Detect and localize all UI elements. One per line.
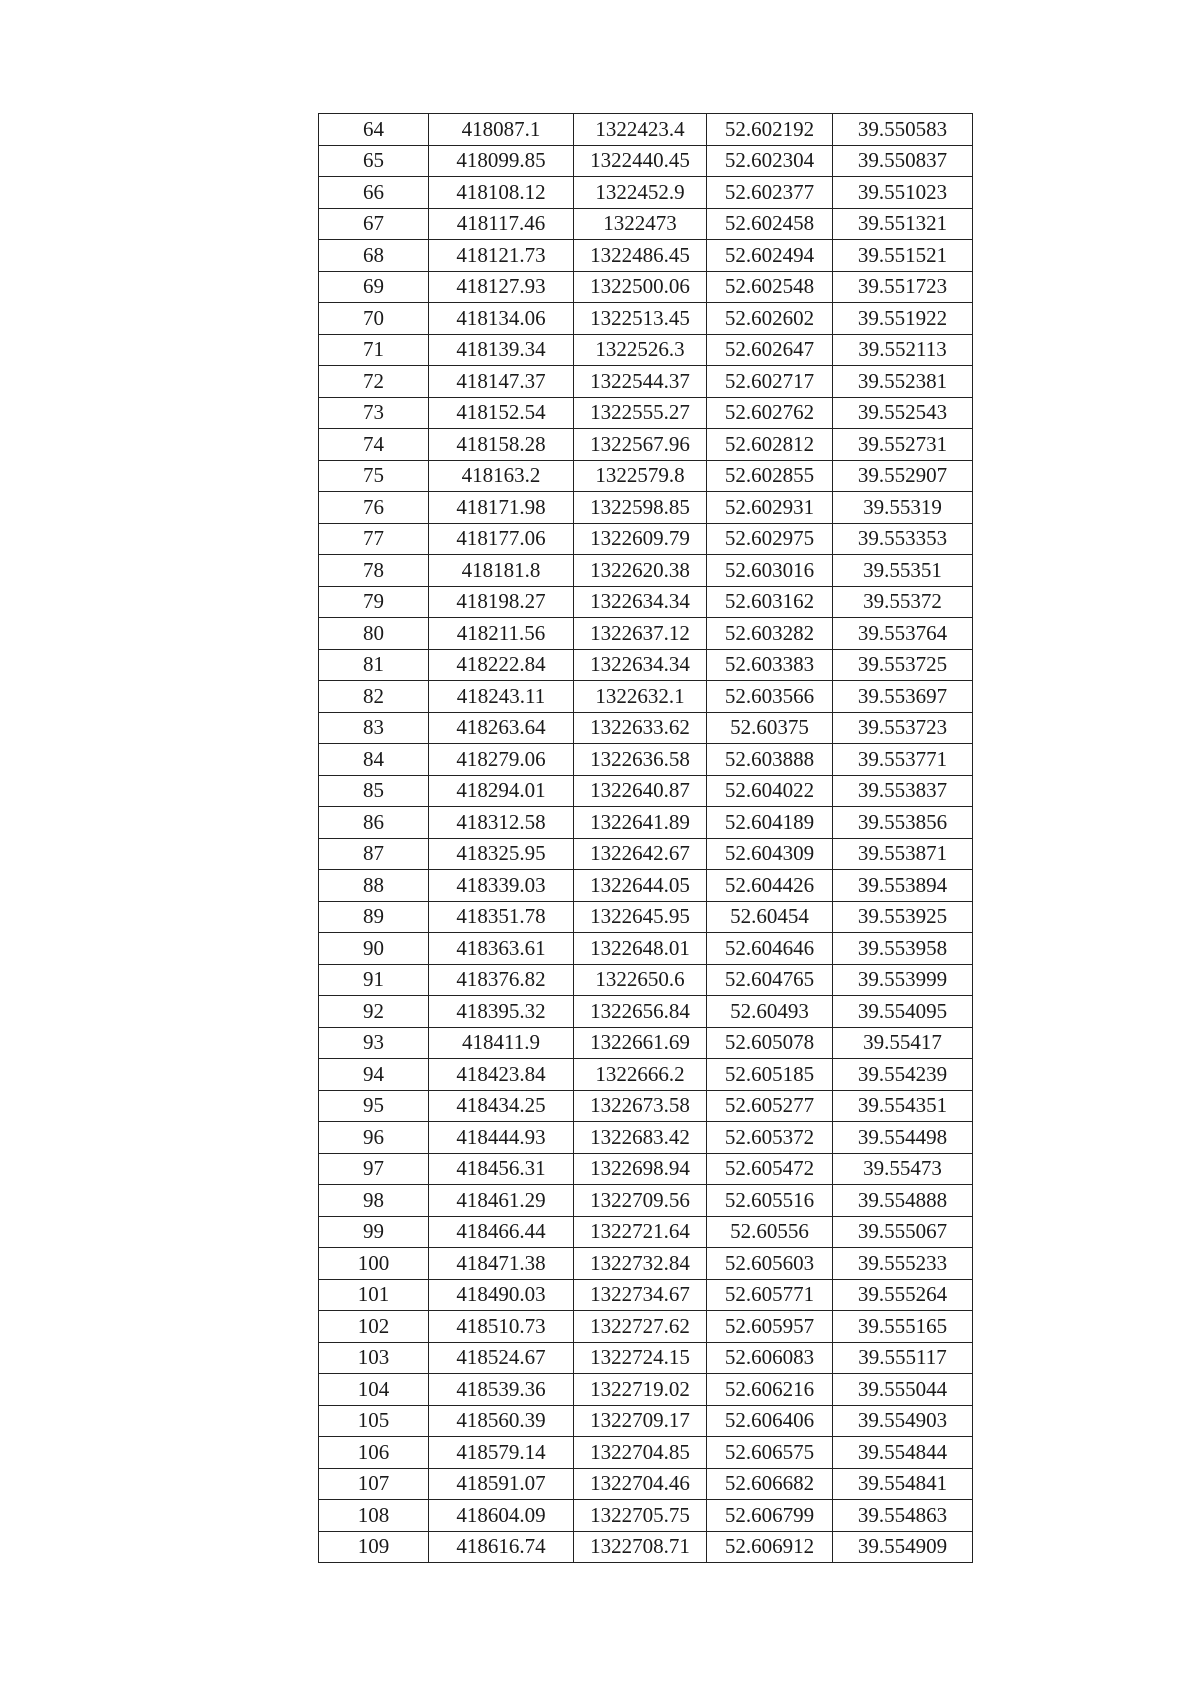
- longitude-cell: 39.55417: [833, 1027, 973, 1059]
- longitude-cell: 39.555067: [833, 1216, 973, 1248]
- point-number-cell: 89: [319, 901, 429, 933]
- x-coordinate-cell: 418134.06: [429, 303, 574, 335]
- table-row: [319, 649, 973, 681]
- y-coordinate-cell: 1322732.84: [574, 1248, 707, 1280]
- x-coordinate-cell: 418524.67: [429, 1342, 574, 1374]
- y-coordinate-cell: 1322648.01: [574, 933, 707, 965]
- point-number-cell: 108: [319, 1500, 429, 1532]
- x-coordinate-cell: 418211.56: [429, 618, 574, 650]
- y-coordinate-cell: 1322656.84: [574, 996, 707, 1028]
- y-coordinate-cell: 1322634.34: [574, 586, 707, 618]
- latitude-cell: 52.605603: [707, 1248, 833, 1280]
- point-number-cell: 96: [319, 1122, 429, 1154]
- latitude-cell: 52.605771: [707, 1279, 833, 1311]
- table-row: [319, 240, 973, 272]
- latitude-cell: 52.606083: [707, 1342, 833, 1374]
- longitude-cell: 39.552731: [833, 429, 973, 461]
- latitude-cell: 52.606799: [707, 1500, 833, 1532]
- longitude-cell: 39.553856: [833, 807, 973, 839]
- longitude-cell: 39.553353: [833, 523, 973, 555]
- x-coordinate-cell: 418510.73: [429, 1311, 574, 1343]
- longitude-cell: 39.555233: [833, 1248, 973, 1280]
- table-row: [319, 1216, 973, 1248]
- longitude-cell: 39.553894: [833, 870, 973, 902]
- table-row: [319, 208, 973, 240]
- latitude-cell: 52.604646: [707, 933, 833, 965]
- x-coordinate-cell: 418279.06: [429, 744, 574, 776]
- latitude-cell: 52.605185: [707, 1059, 833, 1091]
- latitude-cell: 52.602192: [707, 114, 833, 146]
- longitude-cell: 39.553725: [833, 649, 973, 681]
- y-coordinate-cell: 1322734.67: [574, 1279, 707, 1311]
- longitude-cell: 39.551023: [833, 177, 973, 209]
- point-number-cell: 98: [319, 1185, 429, 1217]
- table-row: [319, 933, 973, 965]
- table-row: [319, 366, 973, 398]
- table-row: [319, 429, 973, 461]
- x-coordinate-cell: 418456.31: [429, 1153, 574, 1185]
- latitude-cell: 52.605277: [707, 1090, 833, 1122]
- y-coordinate-cell: 1322673.58: [574, 1090, 707, 1122]
- latitude-cell: 52.602931: [707, 492, 833, 524]
- point-number-cell: 95: [319, 1090, 429, 1122]
- longitude-cell: 39.55473: [833, 1153, 973, 1185]
- latitude-cell: 52.605957: [707, 1311, 833, 1343]
- y-coordinate-cell: 1322513.45: [574, 303, 707, 335]
- latitude-cell: 52.605472: [707, 1153, 833, 1185]
- point-number-cell: 82: [319, 681, 429, 713]
- x-coordinate-cell: 418395.32: [429, 996, 574, 1028]
- y-coordinate-cell: 1322641.89: [574, 807, 707, 839]
- latitude-cell: 52.602647: [707, 334, 833, 366]
- table-row: [319, 1059, 973, 1091]
- y-coordinate-cell: 1322705.75: [574, 1500, 707, 1532]
- y-coordinate-cell: 1322609.79: [574, 523, 707, 555]
- latitude-cell: 52.602975: [707, 523, 833, 555]
- longitude-cell: 39.553925: [833, 901, 973, 933]
- point-number-cell: 66: [319, 177, 429, 209]
- y-coordinate-cell: 1322644.05: [574, 870, 707, 902]
- latitude-cell: 52.606682: [707, 1468, 833, 1500]
- y-coordinate-cell: 1322683.42: [574, 1122, 707, 1154]
- y-coordinate-cell: 1322555.27: [574, 397, 707, 429]
- latitude-cell: 52.602458: [707, 208, 833, 240]
- latitude-cell: 52.606216: [707, 1374, 833, 1406]
- latitude-cell: 52.602717: [707, 366, 833, 398]
- latitude-cell: 52.603383: [707, 649, 833, 681]
- x-coordinate-cell: 418351.78: [429, 901, 574, 933]
- latitude-cell: 52.602602: [707, 303, 833, 335]
- longitude-cell: 39.553697: [833, 681, 973, 713]
- latitude-cell: 52.603016: [707, 555, 833, 587]
- x-coordinate-cell: 418411.9: [429, 1027, 574, 1059]
- y-coordinate-cell: 1322698.94: [574, 1153, 707, 1185]
- y-coordinate-cell: 1322636.58: [574, 744, 707, 776]
- point-number-cell: 104: [319, 1374, 429, 1406]
- table-row: [319, 1185, 973, 1217]
- x-coordinate-cell: 418243.11: [429, 681, 574, 713]
- table-row: [319, 586, 973, 618]
- table-row: [319, 1405, 973, 1437]
- y-coordinate-cell: 1322709.56: [574, 1185, 707, 1217]
- x-coordinate-cell: 418604.09: [429, 1500, 574, 1532]
- latitude-cell: 52.603282: [707, 618, 833, 650]
- point-number-cell: 67: [319, 208, 429, 240]
- point-number-cell: 85: [319, 775, 429, 807]
- point-number-cell: 73: [319, 397, 429, 429]
- y-coordinate-cell: 1322526.3: [574, 334, 707, 366]
- x-coordinate-cell: 418539.36: [429, 1374, 574, 1406]
- x-coordinate-cell: 418147.37: [429, 366, 574, 398]
- x-coordinate-cell: 418087.1: [429, 114, 574, 146]
- longitude-cell: 39.554498: [833, 1122, 973, 1154]
- longitude-cell: 39.554095: [833, 996, 973, 1028]
- longitude-cell: 39.550583: [833, 114, 973, 146]
- longitude-cell: 39.551321: [833, 208, 973, 240]
- latitude-cell: 52.603888: [707, 744, 833, 776]
- longitude-cell: 39.554863: [833, 1500, 973, 1532]
- point-number-cell: 90: [319, 933, 429, 965]
- table-row: [319, 1531, 973, 1563]
- y-coordinate-cell: 1322709.17: [574, 1405, 707, 1437]
- table-row: [319, 1248, 973, 1280]
- x-coordinate-cell: 418444.93: [429, 1122, 574, 1154]
- table-row: [319, 1468, 973, 1500]
- x-coordinate-cell: 418263.64: [429, 712, 574, 744]
- longitude-cell: 39.554239: [833, 1059, 973, 1091]
- longitude-cell: 39.552113: [833, 334, 973, 366]
- point-number-cell: 72: [319, 366, 429, 398]
- y-coordinate-cell: 1322423.4: [574, 114, 707, 146]
- point-number-cell: 64: [319, 114, 429, 146]
- x-coordinate-cell: 418490.03: [429, 1279, 574, 1311]
- latitude-cell: 52.604022: [707, 775, 833, 807]
- point-number-cell: 86: [319, 807, 429, 839]
- table-row: [319, 681, 973, 713]
- x-coordinate-cell: 418294.01: [429, 775, 574, 807]
- y-coordinate-cell: 1322637.12: [574, 618, 707, 650]
- longitude-cell: 39.55351: [833, 555, 973, 587]
- x-coordinate-cell: 418171.98: [429, 492, 574, 524]
- y-coordinate-cell: 1322719.02: [574, 1374, 707, 1406]
- x-coordinate-cell: 418222.84: [429, 649, 574, 681]
- longitude-cell: 39.553837: [833, 775, 973, 807]
- y-coordinate-cell: 1322544.37: [574, 366, 707, 398]
- table-row: [319, 870, 973, 902]
- x-coordinate-cell: 418139.34: [429, 334, 574, 366]
- latitude-cell: 52.603566: [707, 681, 833, 713]
- table-row: [319, 177, 973, 209]
- latitude-cell: 52.60556: [707, 1216, 833, 1248]
- point-number-cell: 102: [319, 1311, 429, 1343]
- x-coordinate-cell: 418591.07: [429, 1468, 574, 1500]
- x-coordinate-cell: 418363.61: [429, 933, 574, 965]
- latitude-cell: 52.602377: [707, 177, 833, 209]
- y-coordinate-cell: 1322500.06: [574, 271, 707, 303]
- point-number-cell: 101: [319, 1279, 429, 1311]
- point-number-cell: 80: [319, 618, 429, 650]
- coordinate-table-body: [319, 114, 973, 1563]
- longitude-cell: 39.553723: [833, 712, 973, 744]
- latitude-cell: 52.602304: [707, 145, 833, 177]
- table-row: [319, 1090, 973, 1122]
- latitude-cell: 52.603162: [707, 586, 833, 618]
- point-number-cell: 81: [319, 649, 429, 681]
- point-number-cell: 78: [319, 555, 429, 587]
- latitude-cell: 52.604765: [707, 964, 833, 996]
- longitude-cell: 39.553999: [833, 964, 973, 996]
- table-row: [319, 996, 973, 1028]
- point-number-cell: 74: [319, 429, 429, 461]
- point-number-cell: 87: [319, 838, 429, 870]
- table-row: [319, 1342, 973, 1374]
- x-coordinate-cell: 418117.46: [429, 208, 574, 240]
- x-coordinate-cell: 418423.84: [429, 1059, 574, 1091]
- longitude-cell: 39.554844: [833, 1437, 973, 1469]
- point-number-cell: 68: [319, 240, 429, 272]
- longitude-cell: 39.55319: [833, 492, 973, 524]
- point-number-cell: 70: [319, 303, 429, 335]
- latitude-cell: 52.602548: [707, 271, 833, 303]
- table-row: [319, 1437, 973, 1469]
- longitude-cell: 39.553771: [833, 744, 973, 776]
- x-coordinate-cell: 418127.93: [429, 271, 574, 303]
- point-number-cell: 69: [319, 271, 429, 303]
- x-coordinate-cell: 418163.2: [429, 460, 574, 492]
- point-number-cell: 77: [319, 523, 429, 555]
- point-number-cell: 65: [319, 145, 429, 177]
- latitude-cell: 52.60493: [707, 996, 833, 1028]
- longitude-cell: 39.555264: [833, 1279, 973, 1311]
- point-number-cell: 103: [319, 1342, 429, 1374]
- table-row: [319, 303, 973, 335]
- y-coordinate-cell: 1322661.69: [574, 1027, 707, 1059]
- point-number-cell: 105: [319, 1405, 429, 1437]
- y-coordinate-cell: 1322666.2: [574, 1059, 707, 1091]
- y-coordinate-cell: 1322567.96: [574, 429, 707, 461]
- x-coordinate-cell: 418312.58: [429, 807, 574, 839]
- longitude-cell: 39.555165: [833, 1311, 973, 1343]
- latitude-cell: 52.605078: [707, 1027, 833, 1059]
- y-coordinate-cell: 1322704.46: [574, 1468, 707, 1500]
- x-coordinate-cell: 418177.06: [429, 523, 574, 555]
- coordinate-table: [318, 113, 973, 1563]
- longitude-cell: 39.555044: [833, 1374, 973, 1406]
- longitude-cell: 39.554909: [833, 1531, 973, 1563]
- table-row: [319, 145, 973, 177]
- latitude-cell: 52.605372: [707, 1122, 833, 1154]
- point-number-cell: 100: [319, 1248, 429, 1280]
- table-row: [319, 618, 973, 650]
- table-row: [319, 271, 973, 303]
- point-number-cell: 99: [319, 1216, 429, 1248]
- longitude-cell: 39.552543: [833, 397, 973, 429]
- latitude-cell: 52.605516: [707, 1185, 833, 1217]
- x-coordinate-cell: 418152.54: [429, 397, 574, 429]
- point-number-cell: 91: [319, 964, 429, 996]
- table-row: [319, 901, 973, 933]
- x-coordinate-cell: 418108.12: [429, 177, 574, 209]
- point-number-cell: 71: [319, 334, 429, 366]
- x-coordinate-cell: 418121.73: [429, 240, 574, 272]
- latitude-cell: 52.602494: [707, 240, 833, 272]
- y-coordinate-cell: 1322440.45: [574, 145, 707, 177]
- point-number-cell: 106: [319, 1437, 429, 1469]
- table-row: [319, 712, 973, 744]
- table-row: [319, 1153, 973, 1185]
- table-row: [319, 1122, 973, 1154]
- latitude-cell: 52.606575: [707, 1437, 833, 1469]
- longitude-cell: 39.552907: [833, 460, 973, 492]
- x-coordinate-cell: 418616.74: [429, 1531, 574, 1563]
- table-row: [319, 964, 973, 996]
- table-row: [319, 1279, 973, 1311]
- y-coordinate-cell: 1322650.6: [574, 964, 707, 996]
- y-coordinate-cell: 1322486.45: [574, 240, 707, 272]
- point-number-cell: 97: [319, 1153, 429, 1185]
- table-row: [319, 838, 973, 870]
- x-coordinate-cell: 418434.25: [429, 1090, 574, 1122]
- longitude-cell: 39.551922: [833, 303, 973, 335]
- y-coordinate-cell: 1322473: [574, 208, 707, 240]
- y-coordinate-cell: 1322724.15: [574, 1342, 707, 1374]
- x-coordinate-cell: 418181.8: [429, 555, 574, 587]
- x-coordinate-cell: 418339.03: [429, 870, 574, 902]
- x-coordinate-cell: 418198.27: [429, 586, 574, 618]
- longitude-cell: 39.555117: [833, 1342, 973, 1374]
- y-coordinate-cell: 1322642.67: [574, 838, 707, 870]
- latitude-cell: 52.602855: [707, 460, 833, 492]
- y-coordinate-cell: 1322579.8: [574, 460, 707, 492]
- y-coordinate-cell: 1322727.62: [574, 1311, 707, 1343]
- point-number-cell: 109: [319, 1531, 429, 1563]
- table-row: [319, 334, 973, 366]
- table-row: [319, 1500, 973, 1532]
- y-coordinate-cell: 1322721.64: [574, 1216, 707, 1248]
- longitude-cell: 39.55372: [833, 586, 973, 618]
- latitude-cell: 52.60454: [707, 901, 833, 933]
- longitude-cell: 39.551521: [833, 240, 973, 272]
- x-coordinate-cell: 418099.85: [429, 145, 574, 177]
- y-coordinate-cell: 1322620.38: [574, 555, 707, 587]
- latitude-cell: 52.602762: [707, 397, 833, 429]
- y-coordinate-cell: 1322633.62: [574, 712, 707, 744]
- latitude-cell: 52.606406: [707, 1405, 833, 1437]
- y-coordinate-cell: 1322704.85: [574, 1437, 707, 1469]
- point-number-cell: 84: [319, 744, 429, 776]
- x-coordinate-cell: 418471.38: [429, 1248, 574, 1280]
- latitude-cell: 52.604309: [707, 838, 833, 870]
- point-number-cell: 88: [319, 870, 429, 902]
- x-coordinate-cell: 418158.28: [429, 429, 574, 461]
- point-number-cell: 93: [319, 1027, 429, 1059]
- y-coordinate-cell: 1322598.85: [574, 492, 707, 524]
- longitude-cell: 39.554888: [833, 1185, 973, 1217]
- table-row: [319, 744, 973, 776]
- y-coordinate-cell: 1322634.34: [574, 649, 707, 681]
- y-coordinate-cell: 1322452.9: [574, 177, 707, 209]
- longitude-cell: 39.553871: [833, 838, 973, 870]
- table-row: [319, 523, 973, 555]
- table-row: [319, 775, 973, 807]
- y-coordinate-cell: 1322632.1: [574, 681, 707, 713]
- longitude-cell: 39.553958: [833, 933, 973, 965]
- table-row: [319, 397, 973, 429]
- table-row: [319, 1374, 973, 1406]
- latitude-cell: 52.604189: [707, 807, 833, 839]
- x-coordinate-cell: 418325.95: [429, 838, 574, 870]
- y-coordinate-cell: 1322645.95: [574, 901, 707, 933]
- y-coordinate-cell: 1322640.87: [574, 775, 707, 807]
- point-number-cell: 76: [319, 492, 429, 524]
- latitude-cell: 52.604426: [707, 870, 833, 902]
- table-row: [319, 1311, 973, 1343]
- longitude-cell: 39.550837: [833, 145, 973, 177]
- latitude-cell: 52.60375: [707, 712, 833, 744]
- point-number-cell: 94: [319, 1059, 429, 1091]
- table-row: [319, 460, 973, 492]
- point-number-cell: 83: [319, 712, 429, 744]
- longitude-cell: 39.554351: [833, 1090, 973, 1122]
- point-number-cell: 92: [319, 996, 429, 1028]
- longitude-cell: 39.554841: [833, 1468, 973, 1500]
- latitude-cell: 52.606912: [707, 1531, 833, 1563]
- point-number-cell: 75: [319, 460, 429, 492]
- x-coordinate-cell: 418461.29: [429, 1185, 574, 1217]
- longitude-cell: 39.551723: [833, 271, 973, 303]
- x-coordinate-cell: 418466.44: [429, 1216, 574, 1248]
- x-coordinate-cell: 418579.14: [429, 1437, 574, 1469]
- point-number-cell: 79: [319, 586, 429, 618]
- table-row: [319, 114, 973, 146]
- longitude-cell: 39.552381: [833, 366, 973, 398]
- x-coordinate-cell: 418560.39: [429, 1405, 574, 1437]
- y-coordinate-cell: 1322708.71: [574, 1531, 707, 1563]
- table-row: [319, 492, 973, 524]
- longitude-cell: 39.554903: [833, 1405, 973, 1437]
- table-row: [319, 555, 973, 587]
- point-number-cell: 107: [319, 1468, 429, 1500]
- longitude-cell: 39.553764: [833, 618, 973, 650]
- table-row: [319, 807, 973, 839]
- x-coordinate-cell: 418376.82: [429, 964, 574, 996]
- latitude-cell: 52.602812: [707, 429, 833, 461]
- table-row: [319, 1027, 973, 1059]
